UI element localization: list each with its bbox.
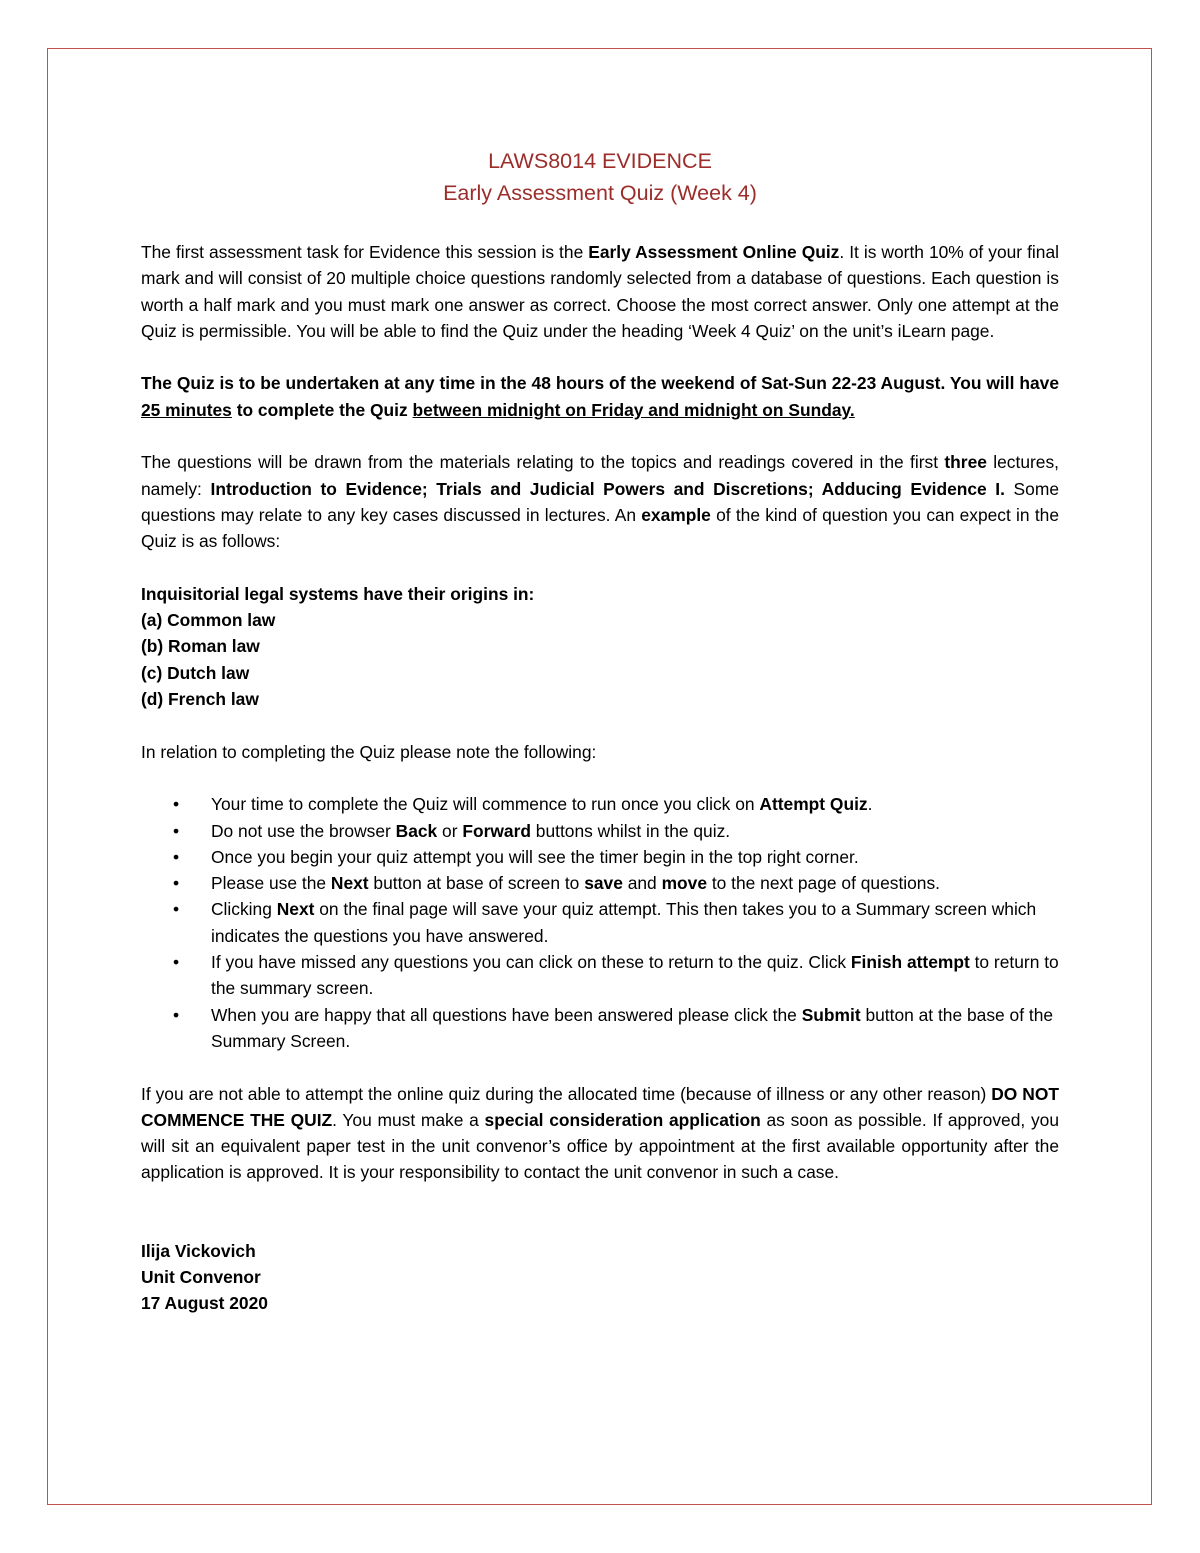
example-question bbox=[141, 581, 1059, 712]
list-item: • If you have missed any questions you can click on these to return to the quiz. Click Finish attempt to return to the summary screen. bbox=[141, 949, 1059, 1002]
course-title: LAWS8014 EVIDENCE bbox=[488, 149, 712, 173]
answer-option: (c) Dutch law bbox=[141, 662, 250, 683]
signature-date: 17 August 2020 bbox=[141, 1293, 268, 1314]
list-item: • Clicking Next on the final page will save your quiz attempt. This then takes you to a Summary screen which indicates the questions you have answered. bbox=[141, 896, 1059, 949]
bullet-icon: • bbox=[173, 899, 180, 920]
answer-option: (d) French law bbox=[141, 689, 259, 710]
list-item: • Please use the Next button at base of screen to save and move to the next page of questions. bbox=[141, 870, 1059, 896]
list-item: • When you are happy that all questions have been answered please click the Submit button at the base of the Summary Screen. bbox=[141, 1002, 1059, 1055]
signature-block bbox=[141, 1238, 1059, 1317]
bullet-icon: • bbox=[173, 952, 180, 973]
answer-option: (a) Common law bbox=[141, 610, 276, 631]
bullet-icon: • bbox=[173, 846, 180, 867]
question-stem: Inquisitorial legal systems have their origins in: bbox=[141, 583, 535, 604]
document-body bbox=[141, 145, 1059, 1317]
title-block bbox=[141, 145, 1059, 209]
questions-paragraph: The questions will be drawn from the materials relating to the topics and readings covered in the first three lectures, namely: Introduction to Evidence; Trials and Judicial Powers and Discretions; Adducing Evidence I. Some questions may relate to any key cases discussed in lectures. An example of the kind of question you can expect in the Quiz is as follows: bbox=[141, 452, 1059, 552]
list-item: • Do not use the browser Back or Forward buttons whilst in the quiz. bbox=[141, 818, 1059, 844]
signatory-name: Ilija Vickovich bbox=[141, 1240, 256, 1261]
notes-intro: In relation to completing the Quiz please note the following: bbox=[141, 741, 597, 762]
answer-option: (b) Roman law bbox=[141, 636, 260, 657]
bullet-icon: • bbox=[173, 873, 180, 894]
bullet-icon: • bbox=[173, 820, 180, 841]
timing-paragraph: The Quiz is to be undertaken at any time in the 48 hours of the weekend of Sat-Sun 22-23 August. You will have 25 minutes to complete the Quiz between midnight on Friday and midnight on Sunday. bbox=[141, 373, 1059, 420]
intro-paragraph: The first assessment task for Evidence this session is the Early Assessment Online Quiz. It is worth 10% of your final mark and will consist of 20 multiple choice questions randomly selected from a database of questions. Each question is worth a half mark and you must mark one answer as correct. Choose the most correct answer. Only one attempt at the Quiz is permissible. You will be able to find the Quiz under the heading ‘Week 4 Quiz’ on the unit’s iLearn page. bbox=[141, 242, 1059, 341]
quiz-subtitle: Early Assessment Quiz (Week 4) bbox=[443, 181, 757, 205]
list-item: • Your time to complete the Quiz will commence to run once you click on Attempt Quiz. bbox=[141, 791, 1059, 817]
bullet-icon: • bbox=[173, 1004, 180, 1025]
signatory-role: Unit Convenor bbox=[141, 1266, 261, 1287]
illness-paragraph: If you are not able to attempt the online quiz during the allocated time (because of illness or any other reason) DO NOT COMMENCE THE QUIZ. You must make a special consideration application as soon as possible. If approved, you will sit an equivalent paper test in the unit convenor’s office by appointment at the first available opportunity after the application is approved. It is your responsibility to contact the unit convenor in such a case. bbox=[141, 1083, 1059, 1183]
list-item: • Once you begin your quiz attempt you will see the timer begin in the top right corner. bbox=[141, 844, 1059, 870]
instructions-list bbox=[141, 791, 1059, 1054]
bullet-icon: • bbox=[173, 794, 180, 815]
